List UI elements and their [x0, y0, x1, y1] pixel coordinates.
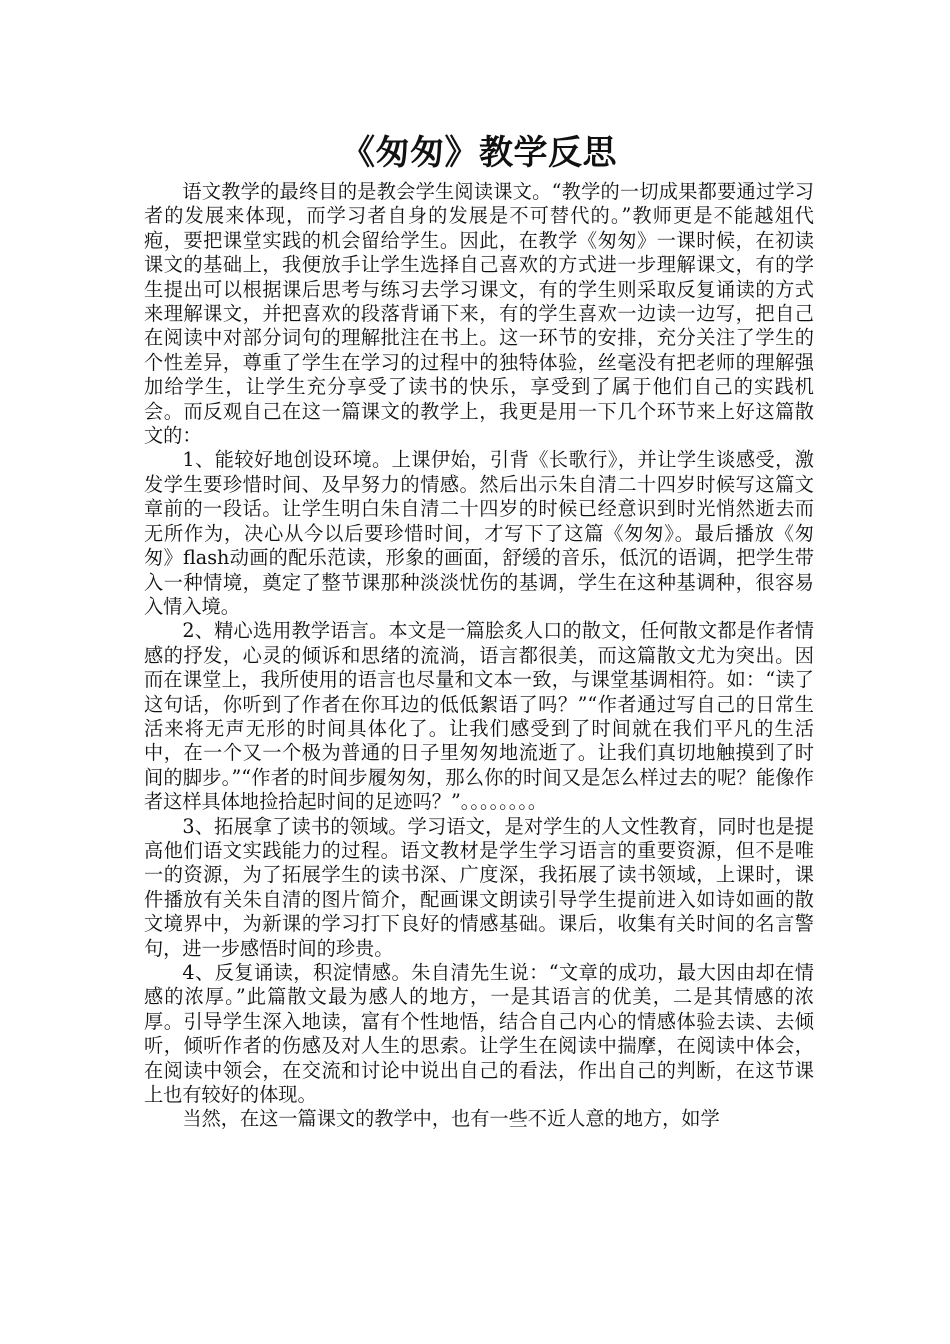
paragraph-point-2: 2、精心选用教学语言。本文是一篇脍炙人口的散文，任何散文都是作者情感的抒发，心灵的倾诉和思绪的流淌，语言都很美，而这篇散文尤为突出。因而在课堂上，我所使用的语言也尽量和文本一致，与课堂基调相符。如：“读了这句话，你听到了作者在你耳边的低低絮语了吗？”“作者通过写自己的日常生活来将无声无形的时间具体化了。让我们感受到了时间就在我们平凡的生活中，在一个又一个极为普通的日子里匆匆地流逝了。让我们真切地触摸到了时间的脚步。”“作者的时间步履匆匆，那么你的时间又是怎么样过去的呢？能像作者这样具体地捡拾起时间的足迹吗？”。。。。。。。。: [144, 619, 814, 814]
paragraph-point-3: 3、拓展拿了读书的领域。学习语文，是对学生的人文性教育，同时也是提高他们语文实践能力的过程。语文教材是学生学习语言的重要资源，但不是唯一的资源，为了拓展学生的读书深、广度深，我拓展了读书领域，上课时，课件播放有关朱自清的图片简介，配画课文朗读引导学生提前进入如诗如画的散文境界中，为新课的学习打下良好的情感基础。课后，收集有关时间的名言警句，进一步感悟时间的珍贵。: [144, 814, 814, 960]
paragraph-intro: 语文教学的最终目的是教会学生阅读课文。“教学的一切成果都要通过学习者的发展来体现，而学习者自身的发展是不可替代的。”教师更是不能越俎代疱，要把课堂实践的机会留给学生。因此，在教学《匆匆》一课时候，在初读课文的基础上，我便放手让学生选择自己喜欢的方式进一步理解课文，有的学生提出可以根据课后思考与练习去学习课文，有的学生则采取反复诵读的方式来理解课文，并把喜欢的段落背诵下来，有的学生喜欢一边读一边写，把自己在阅读中对部分词句的理解批注在书上。这一环节的安排，充分关注了学生的个性差异，尊重了学生在学习的过程中的独特体验，丝毫没有把老师的理解强加给学生，让学生充分享受了读书的快乐，享受到了属于他们自己的实践机会。而反观自己在这一篇课文的教学上，我更是用一下几个环节来上好这篇散文的：: [144, 180, 814, 448]
paragraph-point-1: 1、能较好地创设环境。上课伊始，引背《长歌行》，并让学生谈感受，激发学生要珍惜时间、及早努力的情感。然后出示朱自清二十四岁时候写这篇文章前的一段话。让学生明白朱自清二十四岁的时候已经意识到时光悄然逝去而无所作为，决心从今以后要珍惜时间，才写下了这篇《匆匆》。最后播放《匆匆》flash动画的配乐范读，形象的画面，舒缓的音乐，低沉的语调，把学生带入一种情境，奠定了整节课那种淡淡忧伤的基调，学生在这种基调种，很容易入情入境。: [144, 448, 814, 618]
document-page: [144, 128, 814, 1132]
paragraph-point-4: 4、反复诵读，积淀情感。朱自清先生说：“文章的成功，最大因由却在情感的浓厚。”此篇散文最为感人的地方，一是其语言的优美，二是其情感的浓厚。引导学生深入地读，富有个性地悟，结合自己内心的情感体验去读、去倾听，倾听作者的伤感及对人生的思索。让学生在阅读中揣摩，在阅读中体会，在阅读中领会，在交流和讨论中说出自己的看法，作出自己的判断，在这节课上也有较好的体现。: [144, 961, 814, 1107]
document-title: 《匆匆》教学反思: [341, 133, 617, 173]
paragraph-conclusion: 当然，在这一篇课文的教学中，也有一些不近人意的地方，如学: [182, 1107, 720, 1131]
